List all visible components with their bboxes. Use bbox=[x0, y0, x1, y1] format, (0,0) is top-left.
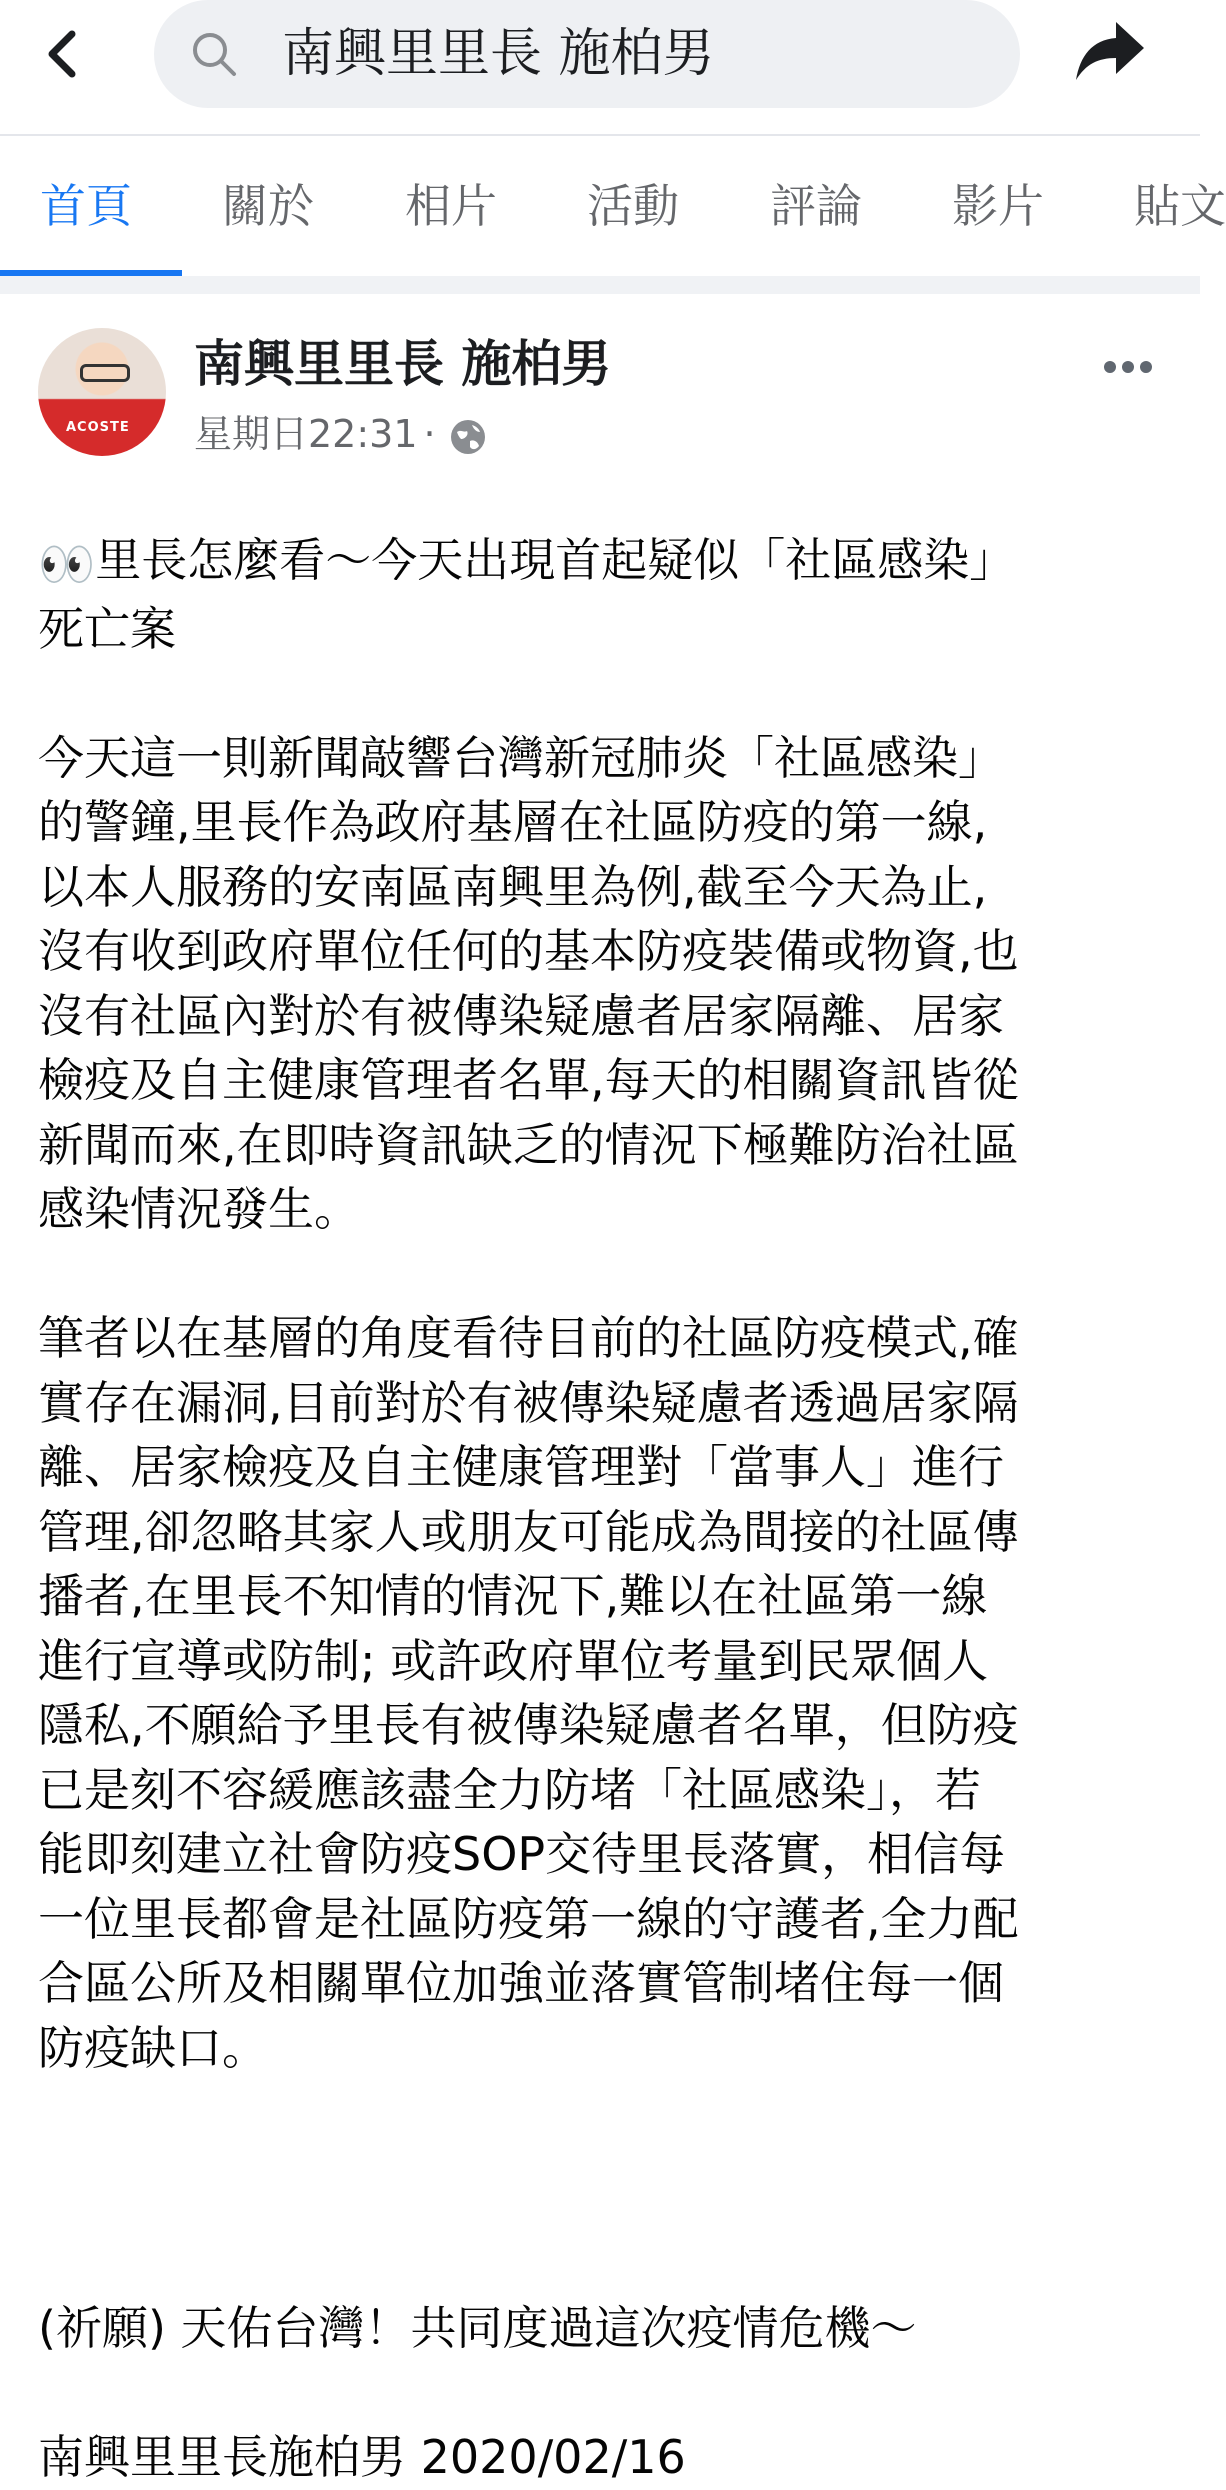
avatar-glasses bbox=[80, 364, 130, 382]
search-icon bbox=[190, 30, 240, 80]
avatar[interactable] bbox=[38, 328, 166, 456]
chevron-left-icon[interactable] bbox=[38, 18, 90, 90]
eyes-icon: 👀 bbox=[38, 537, 96, 591]
active-tab-indicator bbox=[0, 270, 182, 276]
tab-photos[interactable]: 相片 bbox=[405, 179, 497, 233]
post-paragraph-1: 里長怎麼看～今天出現首起疑似「社區感染」 死亡案 bbox=[38, 533, 1016, 656]
top-bar bbox=[0, 0, 1200, 136]
search-bar[interactable] bbox=[154, 0, 1020, 108]
meta-separator: · bbox=[423, 412, 436, 456]
post-time[interactable]: 星期日22:31 bbox=[194, 412, 418, 456]
post-prayer: (祈願) 天佑台灣！共同度過這次疫情危機～ bbox=[38, 2301, 917, 2355]
avatar-shirt: ACOSTE bbox=[66, 420, 130, 435]
tab-posts[interactable]: 貼文 bbox=[1134, 179, 1226, 233]
post-paragraph-3: 筆者以在基層的角度看待目前的社區防疫模式,確 實存在漏洞,目前對於有被傳染疑慮者透過居家隔 離、居家檢疫及自主健康管理對「當事人」進行 管理,卻忽略其家人或朋友可能成為間接的社區傳 播者,在里長不知情的情況下,難以在社區第一線 進行宣導或防制; 或許政府單位考量到民眾個人 隱私,不願給予里長有被傳染疑慮者名單，但防疫 已是刻不容緩應該盡全力防堵「社區感染」，若 能即刻建立社會防疫SOP交待里長落實，相信每 一位里長都會是社區防疫第一線的守護者,全力配 合區公所及相關單位加強並落實管制堵住每一個 防疫缺口。 bbox=[38, 1311, 1019, 2075]
tab-home[interactable]: 首頁 bbox=[40, 179, 132, 233]
tab-about[interactable]: 關於 bbox=[222, 179, 314, 233]
share-arrow-icon[interactable] bbox=[1072, 14, 1148, 90]
post-body bbox=[38, 528, 1168, 2080]
search-text: 南興里里長 施柏男 bbox=[282, 24, 715, 84]
post-paragraph-2: 今天這一則新聞敲響台灣新冠肺炎「社區感染」 的警鐘,里長作為政府基層在社區防疫的第一線, 以本人服務的安南區南興里為例,截至今天為止, 沒有收到政府單位任何的基本防疫裝備或物資,也 沒有社區內對於有被傳染疑慮者居家隔離、居家 檢疫及自主健康管理者名單,每天的相關資訊皆從 新聞而來,在即時資訊缺乏的情況下極難防治社區 感染情況發生。 bbox=[38, 730, 1019, 1236]
post-author[interactable]: 南興里里長 施柏男 bbox=[194, 335, 612, 393]
post-signature: 南興里里長施柏男 2020/02/16 bbox=[38, 2430, 686, 2484]
more-dots-icon[interactable] bbox=[1104, 358, 1164, 378]
post-tail bbox=[38, 2296, 1168, 2490]
section-gap bbox=[0, 276, 1200, 294]
post-meta bbox=[194, 410, 488, 458]
globe-icon bbox=[448, 417, 488, 457]
tab-videos[interactable]: 影片 bbox=[952, 179, 1044, 233]
tab-reviews[interactable]: 評論 bbox=[770, 179, 862, 233]
tab-events[interactable]: 活動 bbox=[587, 179, 679, 233]
page-tabs bbox=[0, 136, 1226, 276]
